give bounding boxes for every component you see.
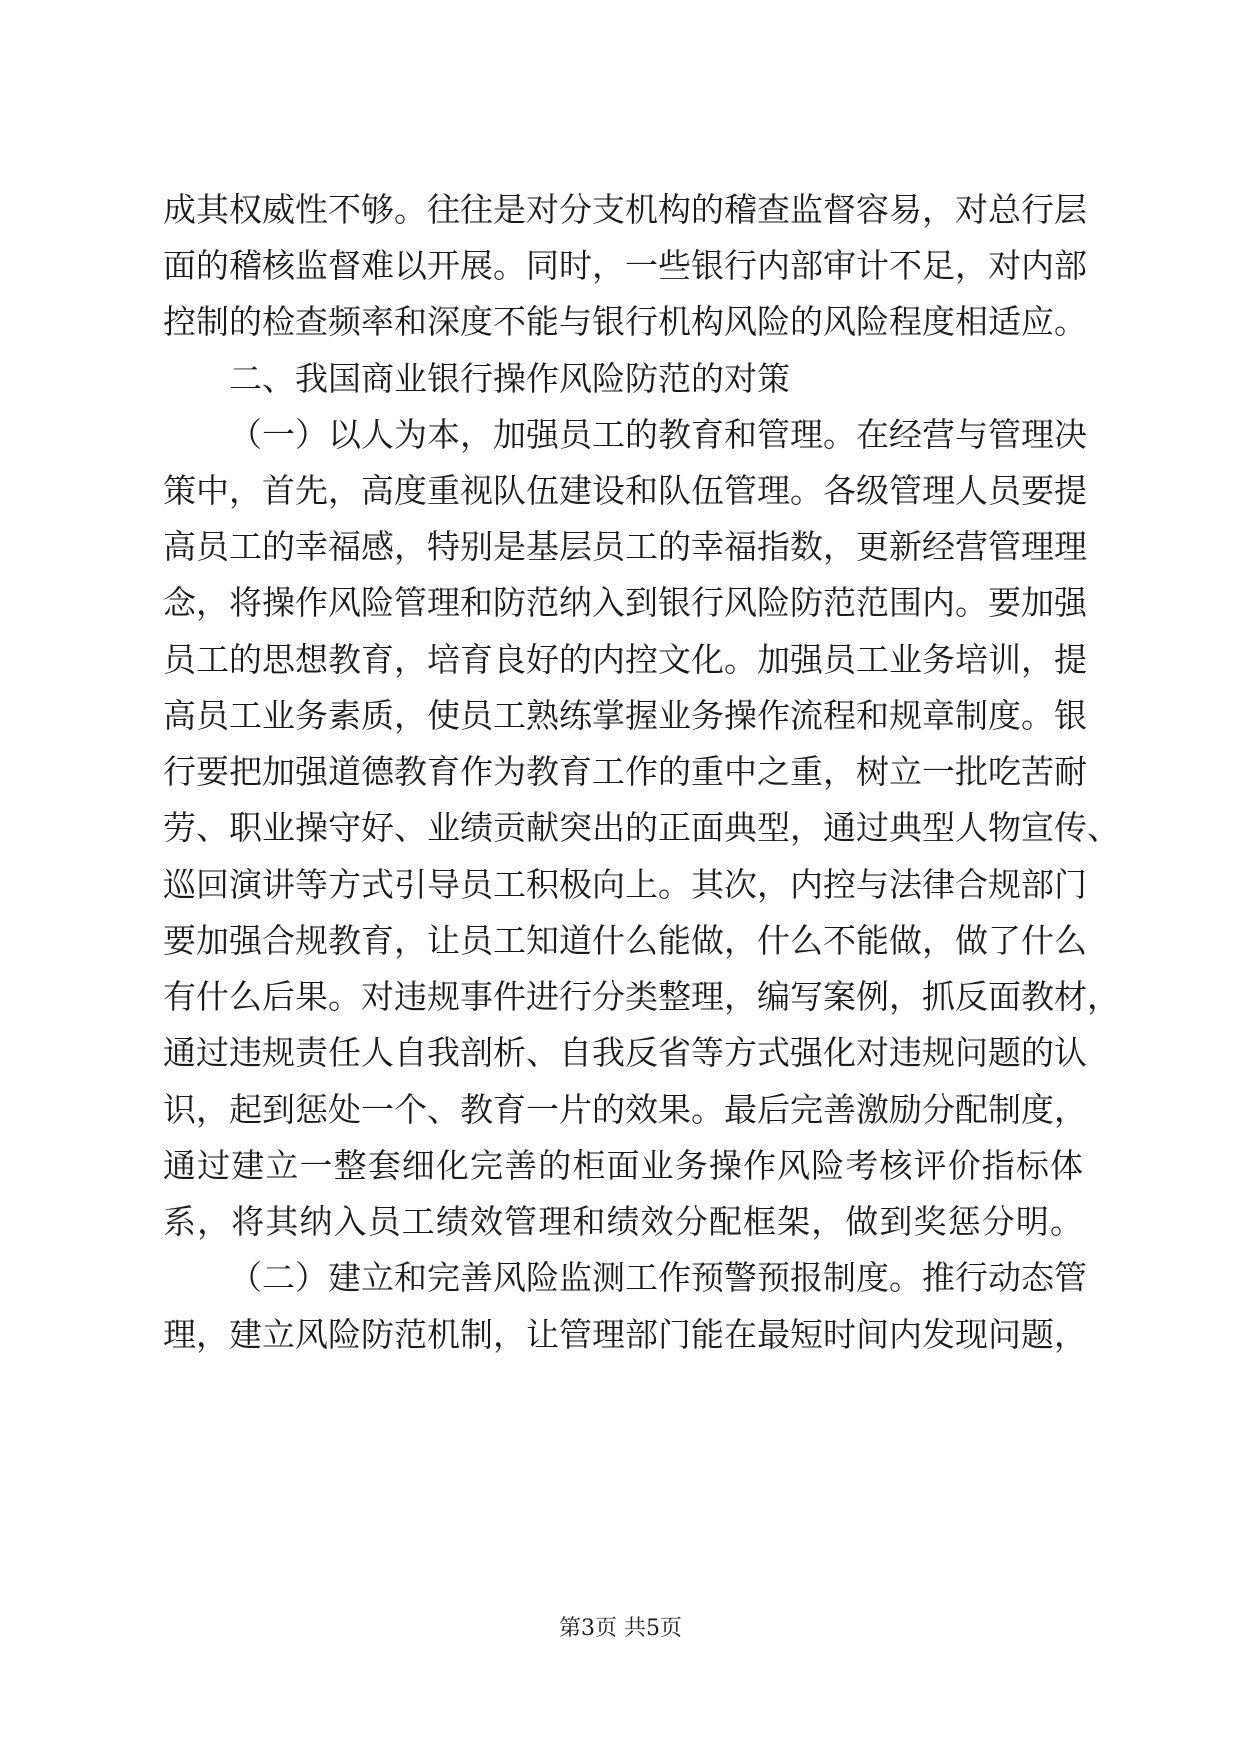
- text-line-3: 控制的检查频率和深度不能与银行机构风险的风险程度相适应。: [163, 302, 1087, 341]
- text-line-21: 理，建立风险防范机制，让管理部门能在最短时间内发现问题，: [163, 1315, 1087, 1354]
- text-line-9: 员工的思想教育，培育良好的内控文化。加强员工业务培训，提: [163, 640, 1087, 679]
- text-line-16: 通过违规责任人自我剖析、自我反省等方式强化对违规问题的认: [163, 1033, 1087, 1072]
- text-line-10: 高员工业务素质，使员工熟练掌握业务操作流程和规章制度。银: [163, 696, 1087, 735]
- text-line-17: 识，起到惩处一个、教育一片的效果。最后完善激励分配制度，: [163, 1090, 1087, 1129]
- text-line-2: 面的稽核监督难以开展。同时，一些银行内部审计不足，对内部: [163, 246, 1087, 285]
- section-heading: 二、我国商业银行操作风险防范的对策: [229, 359, 790, 398]
- text-line-18: 通过建立一整套细化完善的柜面业务操作风险考核评价指标体: [163, 1146, 1083, 1185]
- text-line-7: 高员工的幸福感，特别是基层员工的幸福指数，更新经营管理理: [163, 527, 1087, 566]
- text-line-6: 策中，首先，高度重视队伍建设和队伍管理。各级管理人员要提: [163, 471, 1087, 510]
- page-number-footer: 第3页 共5页: [559, 1616, 682, 1641]
- text-line-20: （二）建立和完善风险监测工作预警预报制度。推行动态管: [229, 1258, 1087, 1297]
- text-line-13: 巡回演讲等方式引导员工积极向上。其次，内控与法律合规部门: [163, 865, 1087, 904]
- text-line-8: 念，将操作风险管理和防范纳入到银行风险防范范围内。要加强: [163, 583, 1087, 622]
- text-line-11: 行要把加强道德教育作为教育工作的重中之重，树立一批吃苦耐: [163, 752, 1087, 791]
- text-line-12: 劳、职业操守好、业绩贡献突出的正面典型，通过典型人物宣传、: [163, 808, 1120, 847]
- text-line-15: 有什么后果。对违规事件进行分类整理，编写案例，抓反面教材，: [163, 977, 1120, 1016]
- text-line-19: 系，将其纳入员工绩效管理和绩效分配框架，做到奖惩分明。: [163, 1202, 1083, 1241]
- text-line-1: 成其权威性不够。往往是对分支机构的稽查监督容易，对总行层: [163, 190, 1087, 229]
- text-line-5: （一）以人为本，加强员工的教育和管理。在经营与管理决: [229, 415, 1087, 454]
- text-line-14: 要加强合规教育，让员工知道什么能做，什么不能做，做了什么: [163, 921, 1087, 960]
